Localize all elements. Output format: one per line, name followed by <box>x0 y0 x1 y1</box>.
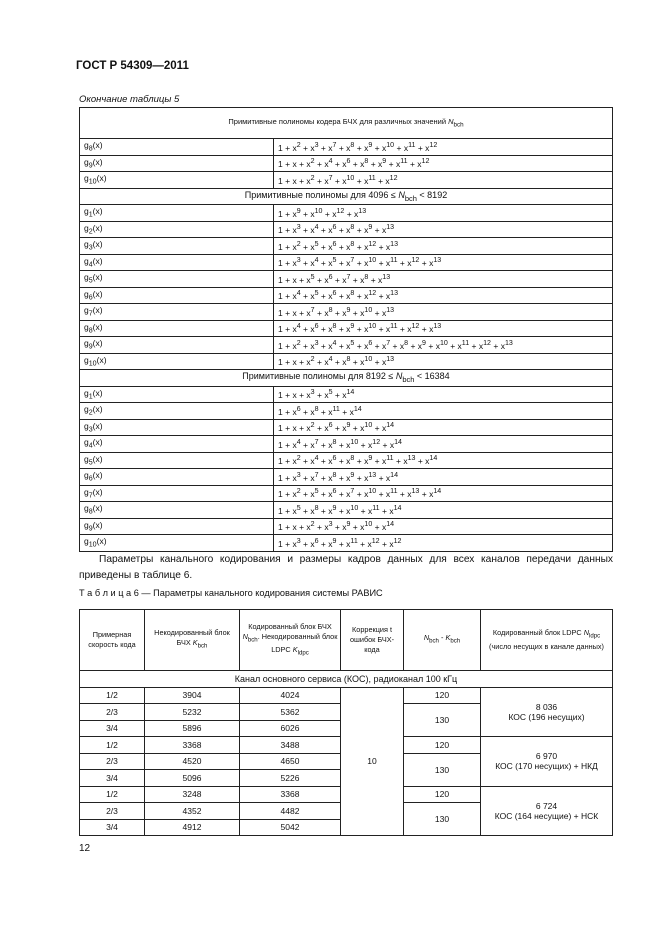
polynomial: $1 + x^4 + x^6 + x^8 + x^9 + x^{10} + x^{11} + x^{12} + x^{13}$ <box>274 320 613 337</box>
polynomial: $1 + x^3 + x^4 + x^6 + x^8 + x^9 + x^{13}$ <box>274 221 613 238</box>
table5-header-row <box>80 108 613 139</box>
generator-label: $g_1(x)$ <box>80 386 274 403</box>
table5-row <box>80 139 613 156</box>
nk-cell: 130 <box>404 753 481 786</box>
nbch-cell: 4482 <box>240 803 341 820</box>
col-header-kbch: Некодированный блок БЧХ $K_{bch}$ <box>145 610 240 671</box>
kbch-cell: 5096 <box>145 770 240 787</box>
ldpc-description: КОС (196 несущих) <box>508 711 585 722</box>
table5-row <box>80 221 613 238</box>
kbch-cell: 3368 <box>145 737 240 754</box>
table5-row <box>80 518 613 535</box>
table6-caption <box>79 588 383 598</box>
rate-cell: 3/4 <box>80 720 145 737</box>
polynomial: $1 + x^4 + x^5 + x^6 + x^8 + x^{12} + x^{13}$ <box>274 287 613 304</box>
nk-cell: 130 <box>404 704 481 737</box>
page-number: 12 <box>79 843 91 854</box>
kbch-cell: 3904 <box>145 687 240 704</box>
nk-cell: 130 <box>404 803 481 836</box>
ldpc-cell <box>481 786 613 836</box>
col-header-nbch: Кодированный блок БЧХ $N_{bch}$. Некодированный блок LDPC $K_{ldpc}$ <box>240 610 341 671</box>
generator-label: $g_5(x)$ <box>80 452 274 469</box>
polynomial: $1 + x^2 + x^4 + x^6 + x^8 + x^9 + x^{11} + x^{13} + x^{14}$ <box>274 452 613 469</box>
rate-cell: 2/3 <box>80 704 145 721</box>
col-header-nk: $N_{bch} - K_{bch}$ <box>404 610 481 671</box>
rate-cell: 1/2 <box>80 687 145 704</box>
kbch-cell: 5896 <box>145 720 240 737</box>
table5-row <box>80 419 613 436</box>
col-header-rate: Примерная скорость кода <box>80 610 145 671</box>
kbch-cell: 4520 <box>145 753 240 770</box>
table6-caption-text: — Параметры канального кодирования системы РАВИС <box>138 588 383 598</box>
table5-section-row <box>80 188 613 205</box>
table5-row <box>80 320 613 337</box>
polynomial: $1 + x^2 + x^3 + x^4 + x^5 + x^6 + x^7 + x^8 + x^9 + x^{10} + x^{11} + x^{12} + x^{13}$ <box>274 337 613 354</box>
generator-label: $g_1(x)$ <box>80 205 274 222</box>
ldpc-description: КОС (170 несущих) + НКД <box>495 761 598 772</box>
polynomial: $1 + x^3 + x^6 + x^9 + x^{11} + x^{12} + x^{12}$ <box>274 535 613 552</box>
nk-cell: 120 <box>404 786 481 803</box>
generator-label: $g_3(x)$ <box>80 238 274 255</box>
table5-row <box>80 337 613 354</box>
table5-row <box>80 485 613 502</box>
generator-label: $g_4(x)$ <box>80 254 274 271</box>
polynomial: $1 + x + x^7 + x^8 + x^9 + x^{10} + x^{13}$ <box>274 304 613 321</box>
table5-row <box>80 469 613 486</box>
polynomial: $1 + x^2 + x^3 + x^7 + x^8 + x^9 + x^{10} + x^{11} + x^{12}$ <box>274 139 613 156</box>
nbch-cell: 3368 <box>240 786 341 803</box>
polynomial: $1 + x + x^5 + x^6 + x^7 + x^8 + x^{13}$ <box>274 271 613 288</box>
polynomial: $1 + x + x^3 + x^5 + x^{14}$ <box>274 386 613 403</box>
polynomial: $1 + x + x^2 + x^3 + x^9 + x^{10} + x^{14}$ <box>274 518 613 535</box>
table5-row <box>80 254 613 271</box>
generator-label: $g_{10}(x)$ <box>80 172 274 189</box>
nk-cell: 120 <box>404 687 481 704</box>
nbch-cell: 4024 <box>240 687 341 704</box>
document-header: ГОСТ Р 54309—2011 <box>76 60 189 72</box>
nbch-cell: 5042 <box>240 819 341 836</box>
col-header-ldpc: Кодированный блок LDPC $N_{ldpc}$ (число несущих в канале данных) <box>481 610 613 671</box>
ldpc-value: 6 724 <box>535 800 558 811</box>
ldpc-cell <box>481 737 613 787</box>
table5-row <box>80 353 613 370</box>
ldpc-value: 8 036 <box>535 701 558 712</box>
rate-cell: 3/4 <box>80 770 145 787</box>
table5-row <box>80 287 613 304</box>
table5-row <box>80 452 613 469</box>
rate-cell: 1/2 <box>80 786 145 803</box>
generator-label: $g_8(x)$ <box>80 502 274 519</box>
generator-label: $g_6(x)$ <box>80 469 274 486</box>
kbch-cell: 3248 <box>145 786 240 803</box>
polynomial: $1 + x^4 + x^7 + x^8 + x^{10} + x^{12} + x^{14}$ <box>274 436 613 453</box>
table5-row <box>80 436 613 453</box>
table6-caption-label: Т а б л и ц а 6 <box>79 588 139 598</box>
table6-header-row <box>80 610 613 671</box>
table5-section-title: Примитивные полиномы для $4096 \le N_{bch} < 8192$ <box>80 188 613 205</box>
polynomial: $1 + x^2 + x^5 + x^6 + x^7 + x^{10} + x^{11} + x^{13} + x^{14}$ <box>274 485 613 502</box>
rate-cell: 2/3 <box>80 803 145 820</box>
table-5 <box>79 107 613 552</box>
ldpc-cell <box>481 687 613 737</box>
polynomial: $1 + x + x^2 + x^4 + x^6 + x^8 + x^9 + x^{11} + x^{12}$ <box>274 155 613 172</box>
table5-section-row <box>80 370 613 387</box>
polynomial: $1 + x^3 + x^4 + x^5 + x^7 + x^{10} + x^{11} + x^{12} + x^{13}$ <box>274 254 613 271</box>
generator-label: $g_9(x)$ <box>80 337 274 354</box>
nbch-cell: 4650 <box>240 753 341 770</box>
polynomial: $1 + x^6 + x^8 + x^{11} + x^{14}$ <box>274 403 613 420</box>
ldpc-value: 6 970 <box>535 751 558 762</box>
nbch-cell: 3488 <box>240 737 341 754</box>
generator-label: $g_3(x)$ <box>80 419 274 436</box>
generator-label: $g_{10}(x)$ <box>80 535 274 552</box>
polynomial: $1 + x^3 + x^7 + x^8 + x^9 + x^{13} + x^{14}$ <box>274 469 613 486</box>
generator-label: $g_7(x)$ <box>80 304 274 321</box>
generator-label: $g_6(x)$ <box>80 287 274 304</box>
generator-label: $g_{10}(x)$ <box>80 353 274 370</box>
nbch-cell: 6026 <box>240 720 341 737</box>
polynomial: $1 + x + x^2 + x^7 + x^{10} + x^{11} + x^{12}$ <box>274 172 613 189</box>
polynomial: $1 + x^5 + x^8 + x^9 + x^{10} + x^{11} + x^{14}$ <box>274 502 613 519</box>
table5-section-title: Примитивные полиномы для $8192 \le N_{bch} < 16384$ <box>80 370 613 387</box>
table5-row <box>80 155 613 172</box>
table5-header: Примитивные полиномы кодера БЧХ для различных значений $N_{bch}$ <box>80 108 613 139</box>
generator-label: $g_2(x)$ <box>80 403 274 420</box>
polynomial: $1 + x + x^2 + x^4 + x^8 + x^{10} + x^{13}$ <box>274 353 613 370</box>
table5-row <box>80 403 613 420</box>
kbch-cell: 5232 <box>145 704 240 721</box>
table6-row <box>80 687 613 704</box>
ldpc-description: КОС (164 несущие) + НСК <box>494 810 599 821</box>
table5-row <box>80 172 613 189</box>
rate-cell: 1/2 <box>80 737 145 754</box>
generator-label: $g_2(x)$ <box>80 221 274 238</box>
table5-row <box>80 386 613 403</box>
table5-row <box>80 502 613 519</box>
table5-row <box>80 304 613 321</box>
generator-label: $g_9(x)$ <box>80 518 274 535</box>
table6-section: Канал основного сервиса (КОС), радиоканал 100 кГц <box>80 671 613 688</box>
nbch-cell: 5362 <box>240 704 341 721</box>
polynomial: $1 + x^9 + x^{10} + x^{12} + x^{13}$ <box>274 205 613 222</box>
table-6 <box>79 609 613 836</box>
polynomial: $1 + x + x^2 + x^6 + x^9 + x^{10} + x^{14}$ <box>274 419 613 436</box>
table5-row <box>80 238 613 255</box>
polynomial: $1 + x^2 + x^5 + x^6 + x^8 + x^{12} + x^{13}$ <box>274 238 613 255</box>
generator-label: $g_9(x)$ <box>80 155 274 172</box>
col-header-t: Коррекция t ошибок БЧХ-кода <box>341 610 404 671</box>
generator-label: $g_8(x)$ <box>80 139 274 156</box>
kbch-cell: 4352 <box>145 803 240 820</box>
table5-row <box>80 271 613 288</box>
generator-label: $g_5(x)$ <box>80 271 274 288</box>
kbch-cell: 4912 <box>145 819 240 836</box>
rate-cell: 2/3 <box>80 753 145 770</box>
rate-cell: 3/4 <box>80 819 145 836</box>
generator-label: $g_7(x)$ <box>80 485 274 502</box>
t-value-cell: 10 <box>341 687 404 836</box>
body-paragraph: Параметры канального кодирования и размеры кадров данных для всех каналов передачи данных приведены в таблице 6. <box>79 554 613 581</box>
nbch-cell: 5226 <box>240 770 341 787</box>
table5-row <box>80 535 613 552</box>
generator-label: $g_4(x)$ <box>80 436 274 453</box>
table6-section-row <box>80 671 613 688</box>
table5-row <box>80 205 613 222</box>
table5-caption: Окончание таблицы 5 <box>79 94 180 105</box>
generator-label: $g_8(x)$ <box>80 320 274 337</box>
nk-cell: 120 <box>404 737 481 754</box>
